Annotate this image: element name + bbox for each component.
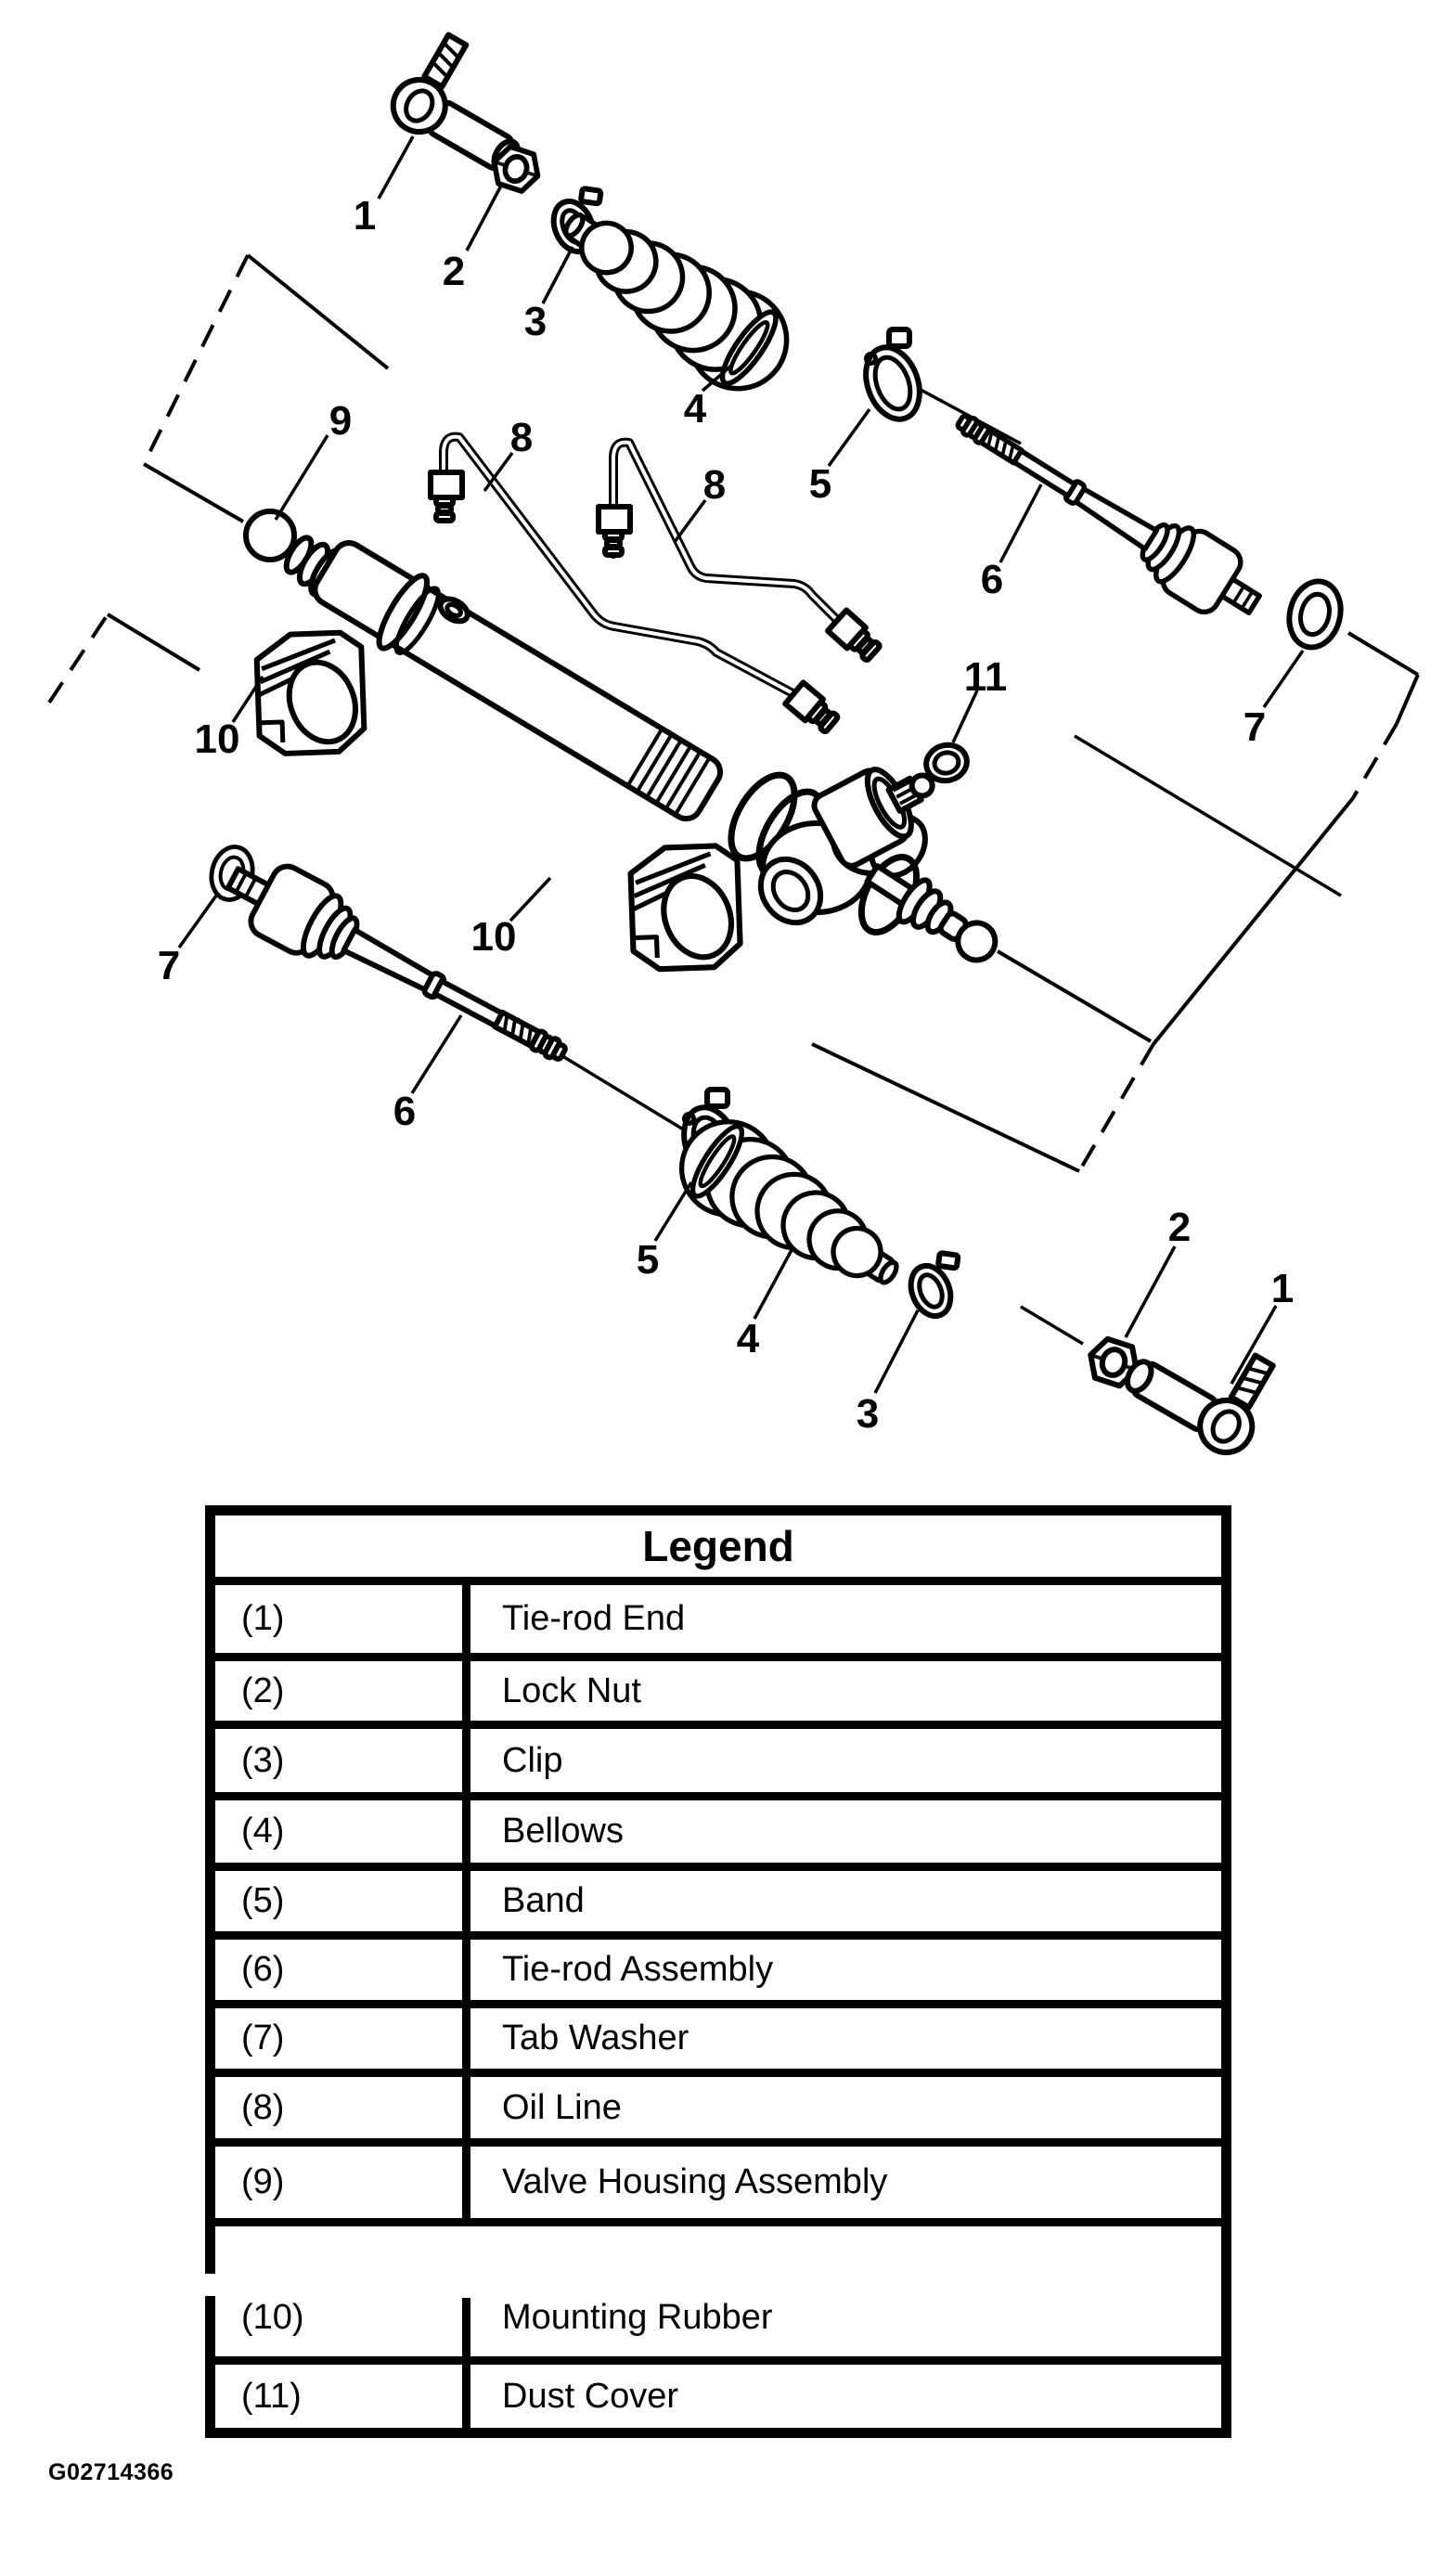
callout-leader-6 <box>412 1015 461 1093</box>
legend-row <box>215 2147 1221 2226</box>
table-border-gap-divider <box>431 2274 451 2296</box>
callout-number-10: 10 <box>194 716 240 762</box>
legend-row-number: (4) <box>215 1800 470 1863</box>
callout-leader-4 <box>754 1248 792 1319</box>
clip-bottom <box>902 1246 977 1322</box>
callout-number-4: 4 <box>736 1316 760 1361</box>
legend-rows <box>215 1585 1221 2428</box>
callout-number-1: 1 <box>1270 1266 1295 1311</box>
band-top <box>852 323 938 427</box>
legend-row-number: (2) <box>215 1661 470 1721</box>
callout-number-2: 2 <box>442 249 466 294</box>
legend-row-label: Band <box>502 1881 585 1920</box>
tie-rod-assembly-bottom <box>215 845 581 1088</box>
bellows-bottom <box>664 1104 919 1315</box>
legend-row-number: (9) <box>215 2147 470 2218</box>
callout-leader-3 <box>875 1310 918 1393</box>
callout-number-3: 3 <box>523 299 548 344</box>
valve-housing-assembly <box>246 511 1005 972</box>
legend-row-label: Lock Nut <box>502 1670 641 1710</box>
mounting-rubber-center <box>630 845 744 971</box>
callout-number-8: 8 <box>509 415 534 460</box>
legend-row-number: (7) <box>215 2008 470 2069</box>
legend-row <box>215 2077 1221 2147</box>
callout-number-6: 6 <box>393 1089 417 1134</box>
legend-row-label: Tie-rod Assembly <box>502 1950 774 1989</box>
callout-leader-1 <box>379 136 413 199</box>
legend-row-label: Mounting Rubber <box>502 2298 773 2337</box>
callout-number-9: 9 <box>329 398 353 444</box>
legend-row-label: Bellows <box>502 1812 624 1851</box>
callout-leader-5 <box>829 409 870 466</box>
callout-leader-7 <box>179 896 216 948</box>
callout-number-5: 5 <box>808 461 832 507</box>
callout-number-10: 10 <box>470 914 517 960</box>
legend-row <box>215 1871 1221 1940</box>
mounting-rubber-left <box>256 632 367 755</box>
legend-row-number: (6) <box>215 1940 470 2000</box>
callout-leader-7 <box>1264 651 1303 707</box>
table-border-gap-left <box>201 2274 222 2296</box>
axis-lines <box>524 371 1341 1344</box>
legend-row-label: Dust Cover <box>502 2376 679 2416</box>
phantom-border-lower-left <box>49 614 200 703</box>
callout-leader-9 <box>276 435 328 520</box>
legend-row-label: Tab Washer <box>502 2019 689 2057</box>
legend-row <box>215 2008 1221 2077</box>
callout-leader-8 <box>675 500 705 542</box>
legend-row-label: Oil Line <box>502 2087 622 2127</box>
callout-number-7: 7 <box>1243 704 1267 750</box>
callout-number-7: 7 <box>157 943 181 988</box>
legend-row-number: (5) <box>215 1871 470 1931</box>
callout-number-3: 3 <box>856 1391 880 1437</box>
legend-row <box>215 1800 1221 1871</box>
callout-number-4: 4 <box>683 386 707 432</box>
figure-id: G02714366 <box>48 2459 174 2485</box>
callout-number-11: 11 <box>963 654 1008 700</box>
legend-row <box>215 1585 1221 1661</box>
legend-row-number: (11) <box>215 2365 470 2428</box>
callout-leader-2 <box>1126 1246 1175 1337</box>
legend-title: Legend <box>215 1516 1221 1585</box>
callout-leader-3 <box>543 247 573 303</box>
legend-row-number: (10) <box>215 2298 470 2356</box>
phantom-border-upper-left <box>144 255 388 522</box>
legend-row-label: Tie-rod End <box>502 1599 686 1638</box>
legend-row-number: (3) <box>215 1729 470 1792</box>
legend-row-label: Valve Housing Assembly <box>502 2162 888 2201</box>
legend-row <box>215 2226 1221 2365</box>
callout-number-8: 8 <box>702 462 727 508</box>
legend-row <box>215 1729 1221 1800</box>
legend-row-number: (1) <box>215 1585 470 1653</box>
callout-leader-5 <box>655 1182 691 1241</box>
tab-washer-right <box>1282 576 1347 653</box>
callout-number-1: 1 <box>353 193 377 239</box>
legend-row <box>215 1940 1221 2008</box>
legend-row-number: (8) <box>215 2077 470 2138</box>
legend-table <box>205 1505 1231 2438</box>
callout-number-2: 2 <box>1167 1205 1192 1250</box>
legend-row-label: Clip <box>502 1740 563 1780</box>
callout-number-6: 6 <box>980 557 1004 602</box>
legend-row <box>215 1661 1221 1729</box>
callout-leader-6 <box>1000 484 1041 562</box>
callout-number-5: 5 <box>636 1237 660 1283</box>
callout-leader-2 <box>467 186 501 251</box>
legend-row <box>215 2365 1221 2428</box>
bellows-top <box>541 182 805 407</box>
